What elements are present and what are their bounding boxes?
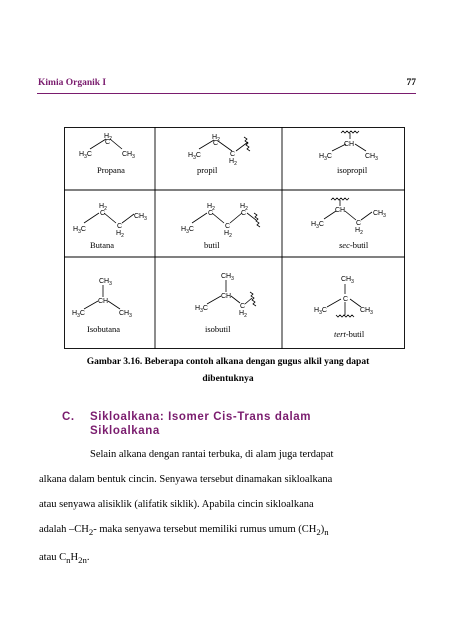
atom-label: $H_3C$ [79,151,92,160]
section-letter: C. [62,411,75,423]
butil-structure [181,203,260,250]
header-rule [37,93,416,94]
tert-butil-structure [314,276,373,339]
atom-label: $H_3C$ [314,307,327,316]
page-header [37,78,416,92]
cell-caption: butil [204,240,220,250]
atom-label: C [240,303,246,310]
atom-label: C [230,151,236,158]
atom-label: $H_3C$ [195,305,208,314]
atom-label: $H_2$ [239,310,247,319]
atom-label: $H_2$ [240,203,248,212]
paragraph-line: atau senyawa alisiklik (alifatik siklik). Apabila cincin sikloalkana [39,499,314,510]
atom-label: $CH_3$ [341,276,354,285]
sec-butil-structure [311,198,386,250]
alkyl-figure-table [64,127,405,349]
atom-label: $H_2$ [355,227,363,236]
atom-label: CH [221,293,232,300]
atom-label: $CH_3$ [373,210,386,219]
atom-label: C [343,296,349,303]
atom-label: C [100,210,106,217]
atom-label: $H_2$ [224,230,232,239]
atom-label: $H_3C$ [72,310,85,319]
figure-caption [40,354,416,388]
atom-label: $H_2$ [104,133,112,142]
paragraph-line: adalah $-CH_2-$ maka senyawa tersebut memiliki rumus umum $(CH_2)_n$ [39,524,329,538]
atom-label: $H_3C$ [319,153,332,162]
atom-label: CH [335,207,346,214]
atom-label: CH [344,141,355,148]
cell-caption: sec-butil [339,240,369,250]
atom-label: $CH_3$ [119,310,132,319]
alkyl-structures-svg [64,127,405,349]
section-title-line2: Sikloalkana [90,425,160,437]
cell-caption: propil [197,165,218,175]
section-title-line1: Sikloalkana: Isomer Cis-Trans dalam [90,411,312,423]
atom-label: $H_2$ [99,203,107,212]
atom-label: C [105,139,111,146]
paragraph-line: atau $C_nH_{2n}$. [39,552,90,566]
atom-label: $CH_3$ [365,153,378,162]
atom-label: $CH_3$ [360,307,373,316]
atom-label: $H_3C$ [181,226,194,235]
atom-label: $H_3C$ [188,152,201,161]
book-title: Kimia Organik I [38,78,107,88]
body-paragraph [39,442,417,573]
atom-label: C [117,223,123,230]
cell-caption: tert-butil [334,329,365,339]
atom-label: C [241,210,247,217]
cell-caption: Isobutana [87,324,121,334]
atom-label: C [225,223,231,230]
cell-caption: Propana [97,165,125,175]
atom-label: C [213,140,219,147]
propana-structure [79,133,135,175]
cell-caption: isopropil [337,165,368,175]
atom-label: $H_2$ [212,134,220,143]
propil-structure [188,134,250,175]
cell-caption: Butana [90,240,115,250]
atom-label: CH [98,298,109,305]
atom-label: $H_2$ [229,158,237,167]
atom-label: $CH_3$ [221,273,234,282]
atom-label: $CH_3$ [99,278,112,287]
atom-label: $H_2$ [116,230,124,239]
paragraph-line: Selain alkana dengan rantai terbuka, di alam juga terdapat [90,449,334,460]
figure-caption-line2: dibentuknya [202,374,254,384]
atom-label: $CH_3$ [134,213,147,222]
isopropil-structure [319,131,378,175]
isobutana-structure [72,278,132,334]
figure-caption-line1: Gambar 3.16. Beberapa contoh alkana dengan gugus alkil yang dapat [86,357,370,367]
page-number: 77 [406,78,416,88]
atom-label: C [208,210,214,217]
atom-label: $H_3C$ [311,221,324,230]
paragraph-line: alkana dalam bentuk cincin. Senyawa tersebut dinamakan sikloalkana [39,474,333,485]
isobutil-structure [195,273,256,334]
atom-label: $CH_3$ [122,151,135,160]
butana-structure [73,203,147,250]
atom-label: $H_2$ [207,203,215,212]
atom-label: $H_3C$ [73,226,86,235]
atom-label: C [356,220,362,227]
cell-caption: isobutil [205,324,231,334]
